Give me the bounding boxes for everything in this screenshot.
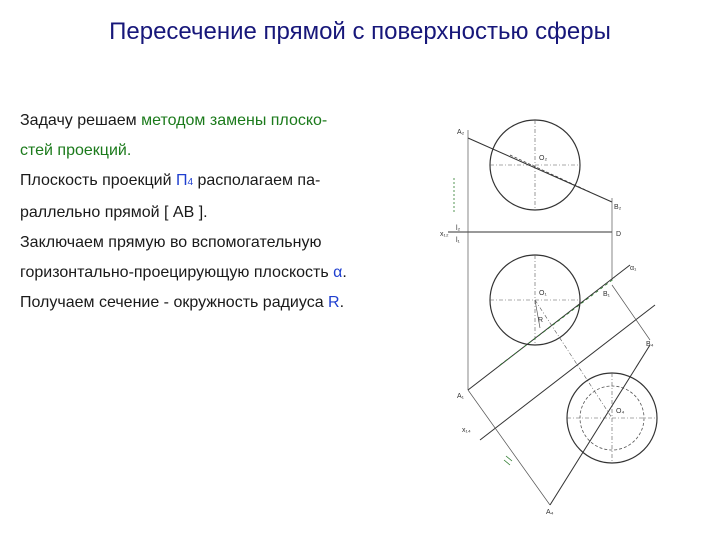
text-line-3: Плоскость проекций П4 располагаем па-: [20, 172, 321, 189]
label-o1: O₁: [539, 290, 547, 297]
slide-title: Пересечение прямой с поверхностью сферы: [109, 18, 611, 45]
label-o4: O₄: [616, 408, 625, 415]
trace-mark: [504, 460, 510, 465]
projection-link: [612, 285, 650, 340]
text-line-4: раллельно прямой [ АВ ].: [20, 204, 208, 221]
plane-pi4: П4: [175, 172, 194, 189]
label-b4: B₄: [646, 341, 654, 348]
label-alpha1: α₁: [630, 265, 637, 272]
highlight-method: методом замены плоско-: [141, 112, 328, 129]
label-a2: A₂: [457, 129, 465, 136]
label-b1: B₁: [603, 291, 611, 298]
slide-text: [20, 106, 440, 318]
text-line-1: Задачу решаем методом замены плоско-: [20, 112, 328, 129]
projection-link: [468, 390, 550, 505]
text-line-6: горизонтально-проецирующую плоскость α.: [20, 264, 347, 281]
trace-mark: [506, 456, 512, 461]
label-x14: x₁₄: [462, 427, 471, 434]
label-r: R: [538, 317, 544, 324]
alpha-symbol: α: [333, 264, 343, 281]
label-b2: B₂: [614, 204, 622, 211]
label-l2: l₂: [456, 225, 461, 232]
projection-link: [535, 300, 612, 418]
text-line-5: Заключаем прямую во вспомогательную: [20, 234, 322, 251]
line-ab-frontal: [468, 138, 612, 202]
label-l1: l₁: [456, 237, 460, 244]
text-line-2: [20, 136, 440, 166]
label-o2: O₂: [539, 155, 548, 162]
line-ab-new-projection: [550, 345, 650, 505]
highlight-method-cont: стей проекций.: [20, 142, 132, 159]
label-d: D: [616, 231, 622, 238]
label-x12: x₁₂: [440, 231, 449, 238]
diagram-svg: [440, 100, 680, 520]
projection-diagram: [440, 100, 680, 520]
text-line-7: Получаем сечение - окружность радиуса R.: [20, 294, 345, 311]
label-a1: A₁: [457, 393, 465, 400]
radius-symbol: R: [328, 294, 340, 311]
label-a4: A₄: [546, 509, 554, 516]
